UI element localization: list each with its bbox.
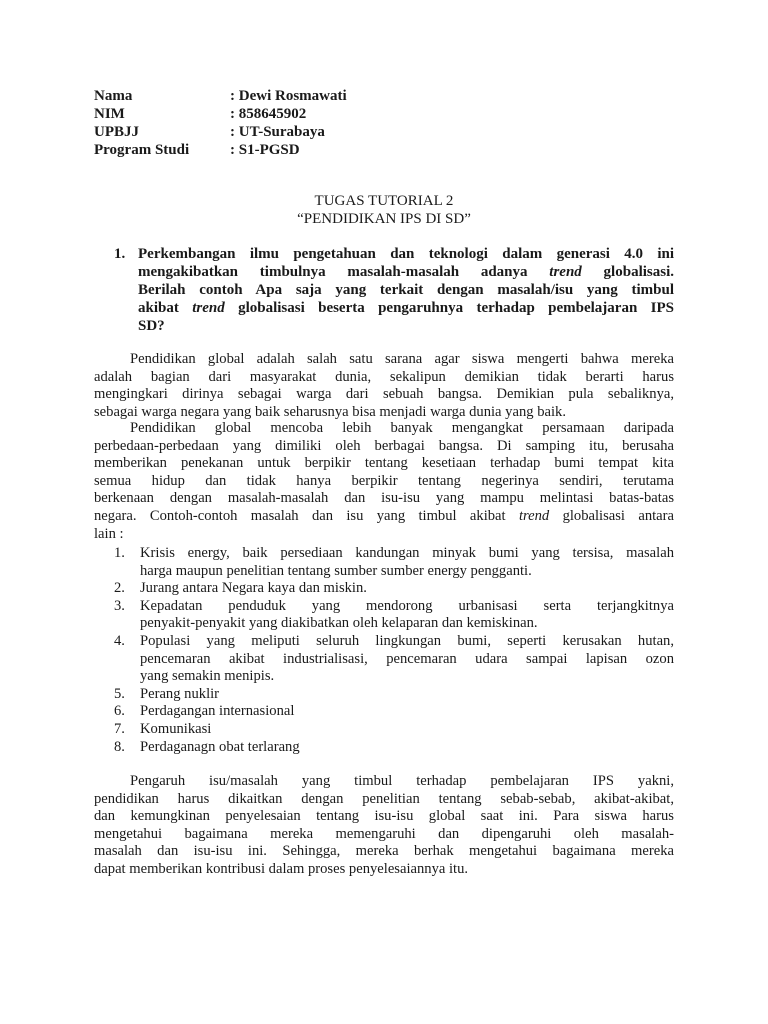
list-line: harga maupun penelitian tentang sumber sumber energy pengganti. [140,562,532,579]
paragraph-line: semua hidup dan tidak hanya berpikir tentang negerinya sendiri, terutama [94,472,674,489]
identity-row-nim [94,105,494,123]
identity-value: : UT-Surabaya [230,124,325,140]
question-line: Perkembangan ilmu pengetahuan dan teknologi dalam generasi 4.0 ini [138,246,674,262]
paragraph-line: sebagai warga negara yang baik seharusnya bisa menjadi warga dunia yang baik. [94,403,566,420]
list-number: 8. [114,738,125,755]
paragraph-line: mengetahui bagaimana mereka memengaruhi dan dipengaruhi oleh masalah- [94,825,674,842]
list-number: 2. [114,580,125,597]
paragraph-line: masalah dan isu-isu ini. Sehingga, mereka berhak mengetahui bagaimana mereka [94,843,674,860]
list-line: penyakit-penyakit yang diakibatkan oleh kelaparan dan kemiskinan. [140,615,538,632]
list-item [94,739,674,757]
paragraph-emphasis: trend [518,507,550,524]
list-item [94,721,674,739]
list-line: Perdagangan internasional [140,703,295,720]
list-item [94,545,674,580]
identity-label: NIM [94,106,125,122]
identity-value: : 858645902 [230,106,307,122]
identity-value: : Dewi Rosmawati [230,88,347,104]
paragraph-line: berkenaan dengan masalah-masalah dan isu-isu yang mampu melintasi batas-batas [94,490,674,507]
list-item [94,703,674,721]
paragraph-line: Pendidikan global adalah salah satu sarana agar siswa mengerti bahwa mereka [130,351,674,367]
paragraph-line: perbedaan-perbedaan yang dimiliki oleh berbagai bangsa. Di samping itu, berusaha [94,437,674,454]
list-line: Jurang antara Negara kaya dan miskin. [140,580,367,597]
list-number: 7. [114,720,125,737]
paragraph-text-fragment: globalisasi antara [549,507,674,524]
document-title: TUGAS TUTORIAL 2 [314,193,454,209]
list-line: pencemaran akibat industrialisasi, pencemaran udara sampai lapisan ozon [140,650,674,667]
list-number: 5. [114,685,125,702]
list-line: Perdaganagn obat terlarang [140,738,300,755]
question-number: 1. [114,246,126,262]
paragraph-2 [94,420,674,543]
list-item [94,598,674,633]
paragraph-line: mengingkari dirinya sebagai warga dari sebuah bangsa. Demikian pula sebaliknya, [94,386,674,403]
issue-list [94,545,674,756]
identity-label: Nama [94,88,133,104]
question-text-fragment: globalisasi beserta pengaruhnya terhadap pembelajaran IPS [224,300,674,316]
paragraph-line: Pendidikan global mencoba lebih banyak mengangkat persamaan daripada [130,420,674,436]
paragraph-line: adalah bagian dari masyarakat dunia, sekalipun demikian tidak berarti harus [94,368,674,385]
paragraph-line: memberikan penekanan untuk berpikir tentang kesetiaan terhadap bumi tempat kita [94,455,674,472]
question-line: SD? [138,318,165,334]
list-line: Krisis energy, baik persediaan kandungan minyak bumi yang tersisa, masalah [140,545,674,561]
identity-value: : S1-PGSD [230,142,300,158]
list-number: 4. [114,632,125,649]
question-text-fragment: globalisasi. [581,264,674,280]
paragraph-line: dapat memberikan kontribusi dalam proses penyelesaiannya itu. [94,860,469,877]
paragraph-text-fragment: negara. Contoh-contoh masalah dan isu yang timbul akibat [94,507,519,524]
identity-row-upbjj [94,123,494,141]
student-identity [94,87,494,159]
question-text-fragment: akibat [138,300,193,316]
list-item [94,580,674,598]
list-number: 1. [114,545,125,561]
question-emphasis: trend [192,300,225,316]
identity-label: Program Studi [94,142,190,158]
list-number: 3. [114,597,125,614]
question-text-fragment: mengakibatkan timbulnya masalah-masalah adanya [138,264,550,280]
list-item [94,686,674,704]
list-line: Komunikasi [140,720,212,737]
paragraph-line: Pengaruh isu/masalah yang timbul terhadap pembelajaran IPS yakni, [130,773,674,789]
paragraph-3 [94,773,674,879]
question-line [138,299,674,317]
list-item [94,633,674,686]
list-line: yang semakin menipis. [140,668,275,685]
identity-row-program-studi [94,141,494,159]
list-line: Populasi yang meliputi seluruh lingkungan bumi, seperti kerusakan hutan, [140,632,674,649]
identity-label: UPBJJ [94,124,139,140]
paragraph-line [94,508,674,526]
list-line: Kepadatan penduduk yang mendorong urbanisasi serta terjangkitnya [140,597,674,614]
paragraph-line: pendidikan harus dikaitkan dengan penelitian tentang sebab-sebab, akibat-akibat, [94,790,674,807]
question-line [138,263,674,281]
question-text [138,245,674,335]
document-subtitle: “PENDIDIKAN IPS DI SD” [297,211,471,227]
paragraph-1 [94,351,674,421]
paragraph-line: dan kemungkinan penyelesaian tentang isu-isu global saat ini. Para siswa harus [94,808,674,825]
list-number: 6. [114,703,125,720]
question-line: Berilah contoh Apa saja yang terkait dengan masalah/isu yang timbul [138,282,674,298]
question-emphasis: trend [549,264,582,280]
list-line: Perang nuklir [140,685,220,702]
identity-row-nama [94,87,494,105]
paragraph-line: lain : [94,525,124,542]
